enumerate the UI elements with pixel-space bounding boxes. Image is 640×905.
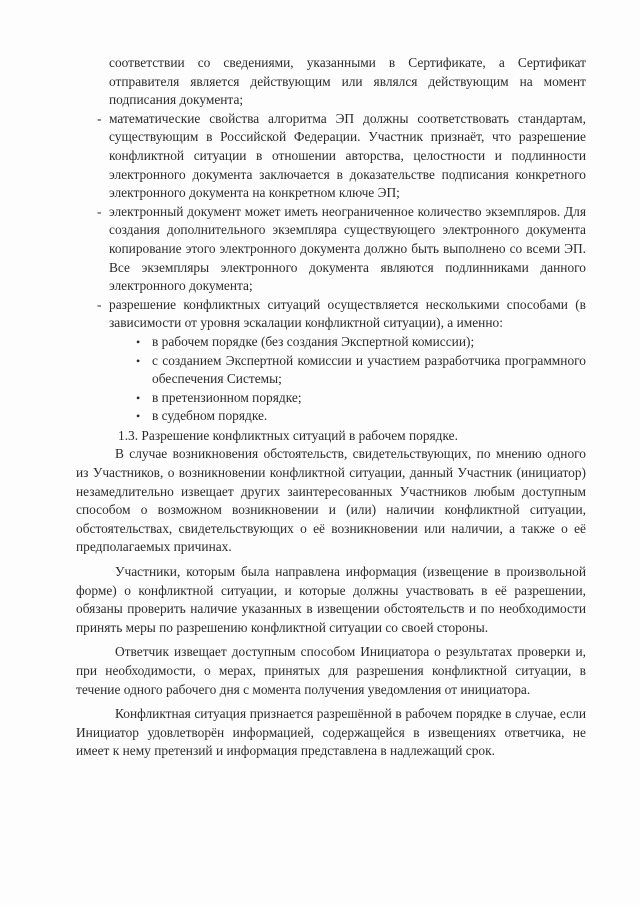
dash-item-text: разрешение конфликтных ситуаций осуществляется несколькими способами (в зависимости от уровня эскалации конфликтной ситуации), а именно: (109, 296, 586, 331)
dash-marker: - (97, 203, 102, 219)
bullet-marker: • (136, 353, 141, 368)
bullet-list-item (76, 333, 586, 352)
bullet-item-text: в претензионном порядке; (152, 389, 302, 405)
body-paragraph: Участники, которым была направлена информация (извещение в произвольной форме) о конфликтной ситуации, и которые должны участвовать в её разрешении, обязаны проверить наличие указанных в извещении обстоятельств и по необходимости принять меры по разрешению конфликтной ситуации со своей стороны. (76, 564, 586, 635)
bullet-list-item (76, 389, 586, 408)
bullet-marker: • (136, 409, 141, 424)
bullet-list-item (76, 352, 586, 389)
body-paragraph: В случае возникновения обстоятельств, свидетельствующих, по мнению одного из Участников, о возникновении конфликтной ситуации, данный Участник (инициатор) незамедлительно извещает других заинтересованных Участников любым доступным способом о возможном возникновении и (или) наличии конфликтной ситуации, обстоятельствах, свидетельствующих о её возникновении или наличии, а также о её предполагаемых причинах. (76, 446, 586, 555)
dash-item-text: электронный документ может иметь неограниченное количество экземпляров. Для создания дополнительного экземпляра существующего электронного документа копирование этого электронного документа должно быть выполнено со всеми ЭП. Все экземпляры электронного документа являются подлинниками данного электронного документа; (109, 203, 586, 294)
document-text (76, 54, 586, 761)
body-paragraph: Конфликтная ситуация признается разрешённой в рабочем порядке в случае, если Инициатор удовлетворён информацией, содержащейся в извещениях ответчика, не имеет к нему претензий и информация представлена в надлежащий срок. (76, 706, 586, 759)
bullet-item-text: в судебном порядке. (152, 408, 268, 424)
body-paragraph: Ответчик извещает доступным способом Инициатора о результатах проверки и, при необходимости, о мерах, принятых для разрешения конфликтной ситуации, в течение одного рабочего дня с момента получения уведомления от инициатора. (76, 644, 586, 697)
dash-item-text: математические свойства алгоритма ЭП должны соответствовать стандартам, существующим в Российской Федерации. Участник признаёт, что разрешение конфликтной ситуации в отношении авторства, целостности и подлинности электронного документа заключается в доказательстве подписания конкретного электронного документа на конкретном ключе ЭП; (109, 110, 586, 201)
dash-marker: - (97, 296, 102, 312)
bullet-item-text: с созданием Экспертной комиссии и участием разработчика программного обеспечения Системы; (152, 352, 586, 387)
continuation-paragraph: соответствии со сведениями, указанными в Сертификате, а Сертификат отправителя является действующим или являлся действующим на момент подписания документа; (109, 55, 586, 108)
dash-list-item (76, 110, 586, 203)
bullet-marker: • (136, 390, 141, 405)
bullet-item-text: в рабочем порядке (без создания Экспертной комиссии); (152, 333, 475, 349)
section-heading: 1.3. Разрешение конфликтных ситуаций в рабочем порядке. (118, 427, 458, 443)
dash-list-item (76, 203, 586, 296)
bullet-marker: • (136, 334, 141, 349)
dash-marker: - (97, 110, 102, 126)
bullet-list-item (76, 407, 586, 426)
dash-list-item (76, 296, 586, 333)
